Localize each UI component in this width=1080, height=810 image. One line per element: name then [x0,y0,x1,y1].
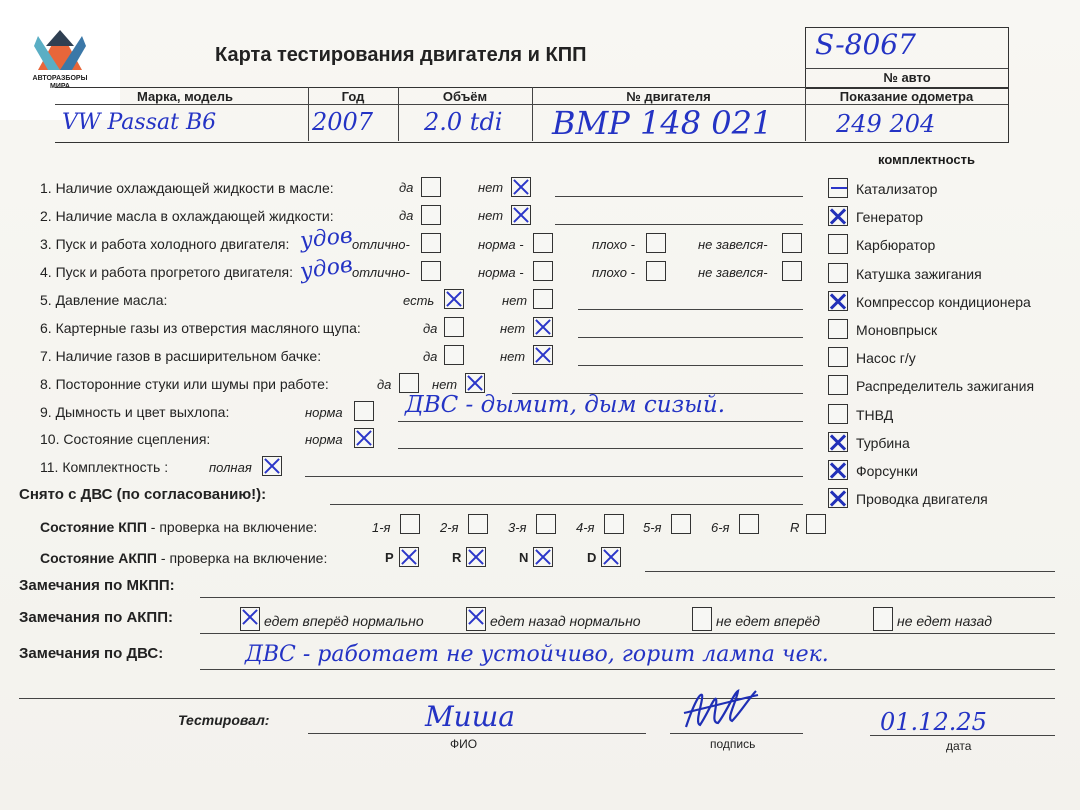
make-model-value: VW Passat B6 [62,110,217,135]
checkbox-q10-norm[interactable] [354,428,374,448]
question-8: 8. Посторонние стуки или шумы при работе: [40,376,329,392]
akpp-option-checkbox[interactable] [240,607,260,631]
checkbox-q5-present[interactable] [444,289,464,309]
akpp-option-checkbox[interactable] [873,607,893,631]
kit-item-label: Насос г/у [856,350,916,367]
answer-line [398,448,803,449]
auto-gear-label: P [385,550,394,565]
kit-title: комплектность [878,152,975,167]
answer-line [200,597,1055,598]
header-odometer: Показание одометра [839,89,974,104]
option-norm: норма [305,432,343,447]
question-5: 5. Давление масла: [40,292,168,308]
kit-item-label: Катализатор [856,181,938,197]
option-no: нет [500,321,526,336]
akpp-option-label: едет назад нормально [490,613,641,629]
checkbox-q2-no[interactable] [511,205,531,225]
answer-line [19,698,1055,699]
option-norm: норма [305,405,343,420]
checkbox-q7-no[interactable] [533,345,553,365]
kit-item-label: ТНВД [856,406,894,423]
question-3: 3. Пуск и работа холодного двигателя: [40,236,290,252]
kit-checkbox[interactable] [828,263,848,283]
manual-gear-label: 1-я [372,520,391,535]
checkbox-q3-bad[interactable] [646,233,666,253]
question-9: 9. Дымность и цвет выхлопа: [40,404,230,420]
manual-gear-checkbox[interactable] [468,514,488,534]
kit-checkbox[interactable] [828,319,848,339]
kit-item-label: Проводка двигателя [856,491,988,508]
q3-handwritten-note: удов [298,223,354,254]
option-excellent: отлично- [352,237,410,252]
akpp-option-label: не едет назад [897,613,992,629]
header-engine-no: № двигателя [626,89,711,104]
kit-item-label: Форсунки [856,463,918,479]
q4-handwritten-note: удов [298,252,355,285]
header-volume: Объём [442,89,488,104]
kit-item-label: Компрессор кондиционера [856,293,1031,310]
answer-line [330,504,803,505]
q9-handwritten-note: ДВС - дымит, дым сизый. [405,392,726,418]
kit-checkbox[interactable] [828,178,848,198]
option-no: нет [502,293,528,308]
kit-item-label: Катушка зажигания [856,265,982,282]
checkbox-q4-excellent[interactable] [421,261,441,281]
answer-line [670,733,803,734]
manual-gear-label: 2-я [440,520,459,535]
answer-line [555,196,803,197]
answer-line [398,421,803,422]
option-no: нет [500,349,526,364]
manual-gear-label: R [790,520,800,535]
question-10: 10. Состояние сцепления: [40,431,211,447]
question-4: 4. Пуск и работа прогретого двигателя: [40,264,293,280]
checkbox-q6-no[interactable] [533,317,553,337]
question-1: 1. Наличие охлаждающей жидкости в масле: [40,180,334,196]
signature-icon [680,683,760,735]
manual-gearbox-label: Состояние КПП - проверка на включение: [40,519,318,535]
odometer-value: 249 204 [836,110,936,138]
answer-line [578,337,803,338]
option-yes: да [399,180,414,195]
kit-item-label: Турбина [856,434,910,451]
checkbox-q2-yes[interactable] [421,205,441,225]
logo-text-2: МИРА [50,83,70,90]
option-not-started: не завелся- [698,237,768,252]
date-label: дата [946,739,972,753]
option-normal: норма - [478,237,524,252]
kit-checkbox[interactable] [828,375,848,395]
checkbox-q8-yes[interactable] [399,373,419,393]
manual-gear-checkbox[interactable] [739,514,759,534]
akpp-option-checkbox[interactable] [466,607,486,631]
akpp-option-label: едет вперёд нормально [264,613,424,629]
manual-gear-label: 5-я [643,520,662,535]
header-year: Год [341,89,365,104]
option-bad: плохо - [592,265,635,280]
kit-checkbox[interactable] [828,291,848,311]
car-number-label: № авто [883,70,931,85]
header-make-model: Марка, модель [136,89,234,104]
checkbox-q4-normal[interactable] [533,261,553,281]
checkbox-q4-bad[interactable] [646,261,666,281]
manual-gear-checkbox[interactable] [536,514,556,534]
answer-line [870,735,1055,736]
dvs-handwritten-note: ДВС - работает не устойчиво, горит лампа чек. [245,642,829,667]
answer-line [645,571,1055,572]
kit-item-label: Распределитель зажигания [856,378,1035,395]
akpp-option-checkbox[interactable] [692,607,712,631]
checkbox-q3-normal[interactable] [533,233,553,253]
divider [805,68,1008,69]
manual-gear-checkbox[interactable] [806,514,826,534]
kit-checkbox[interactable] [828,404,848,424]
logo-mark-icon [0,0,120,80]
checkbox-q5-no[interactable] [533,289,553,309]
kit-checkbox[interactable] [828,234,848,254]
kit-checkbox[interactable] [828,488,848,508]
fio-label: ФИО [450,737,478,751]
kit-item-label: Моновпрыск [856,322,938,338]
checkbox-q7-yes[interactable] [444,345,464,365]
option-no: нет [478,208,504,223]
auto-gear-checkbox[interactable] [533,547,553,567]
auto-gear-checkbox[interactable] [601,547,621,567]
tested-by-label: Тестировал: [178,712,270,728]
auto-gear-label: D [587,550,597,565]
option-yes: да [423,321,438,336]
logo-text-1: АВТОРАЗБОРЫ [32,75,88,82]
kit-checkbox[interactable] [828,460,848,480]
manual-gear-checkbox[interactable] [604,514,624,534]
year-value: 2007 [312,108,374,136]
checkbox-q6-yes[interactable] [444,317,464,337]
remarks-dvs-label: Замечания по ДВС: [19,645,164,662]
option-normal: норма - [478,265,524,280]
manual-gear-label: 6-я [711,520,730,535]
remarks-akpp-label: Замечания по АКПП: [19,609,173,626]
volume-value: 2.0 tdi [424,108,503,136]
manual-gear-label: 3-я [508,520,527,535]
checkbox-q1-no[interactable] [511,177,531,197]
auto-gear-checkbox[interactable] [466,547,486,567]
question-11: 11. Комплектность : [40,459,169,475]
answer-line [200,669,1055,670]
option-yes: да [377,377,392,392]
checkbox-q3-excellent[interactable] [421,233,441,253]
kit-item-label: Карбюратор [856,237,936,254]
question-2: 2. Наличие масла в охлаждающей жидкости: [40,208,334,224]
auto-gear-label: N [519,550,529,565]
signature-label: подпись [710,737,756,751]
kit-item-label: Генератор [856,209,924,226]
question-6: 6. Картерные газы из отверстия масляного щупа: [40,320,361,336]
answer-line [555,224,803,225]
checkbox-q1-yes[interactable] [421,177,441,197]
option-no: нет [432,377,458,392]
option-excellent: отлично- [352,265,410,280]
option-not-started: не завелся- [698,265,768,280]
kit-checkbox[interactable] [828,347,848,367]
tester-name: Миша [425,700,515,733]
checkbox-q8-no[interactable] [465,373,485,393]
engine-no-value: BMP 148 021 [552,104,773,142]
checkbox-q11-full[interactable] [262,456,282,476]
option-full: полная [209,460,252,475]
car-number-value: S-8067 [815,28,916,61]
answer-line [308,733,646,734]
checkbox-q4-not-started[interactable] [782,261,802,281]
akpp-option-label: не едет вперёд [716,613,821,629]
manual-gear-checkbox[interactable] [400,514,420,534]
question-7: 7. Наличие газов в расширительном бачке: [40,348,322,364]
page-title: Карта тестирования двигателя и КПП [215,44,587,66]
checkbox-q9-norm[interactable] [354,401,374,421]
answer-line [305,476,803,477]
test-date: 01.12.25 [880,708,987,736]
answer-line [578,309,803,310]
kit-checkbox[interactable] [828,432,848,452]
auto-gearbox-label: Состояние АКПП - проверка на включение: [40,550,328,566]
option-present: есть [403,293,435,308]
auto-gear-checkbox[interactable] [399,547,419,567]
kit-checkbox[interactable] [828,206,848,226]
removed-label: Снято с ДВС (по согласованию!): [19,486,267,503]
option-no: нет [478,180,504,195]
checkbox-q3-not-started[interactable] [782,233,802,253]
answer-line [578,365,803,366]
manual-gear-checkbox[interactable] [671,514,691,534]
option-yes: да [423,349,438,364]
manual-gear-label: 4-я [576,520,595,535]
auto-gear-label: R [452,550,462,565]
option-bad: плохо - [592,237,635,252]
option-yes: да [399,208,414,223]
answer-line [200,633,1055,634]
remarks-mkpp-label: Замечания по МКПП: [19,577,175,594]
